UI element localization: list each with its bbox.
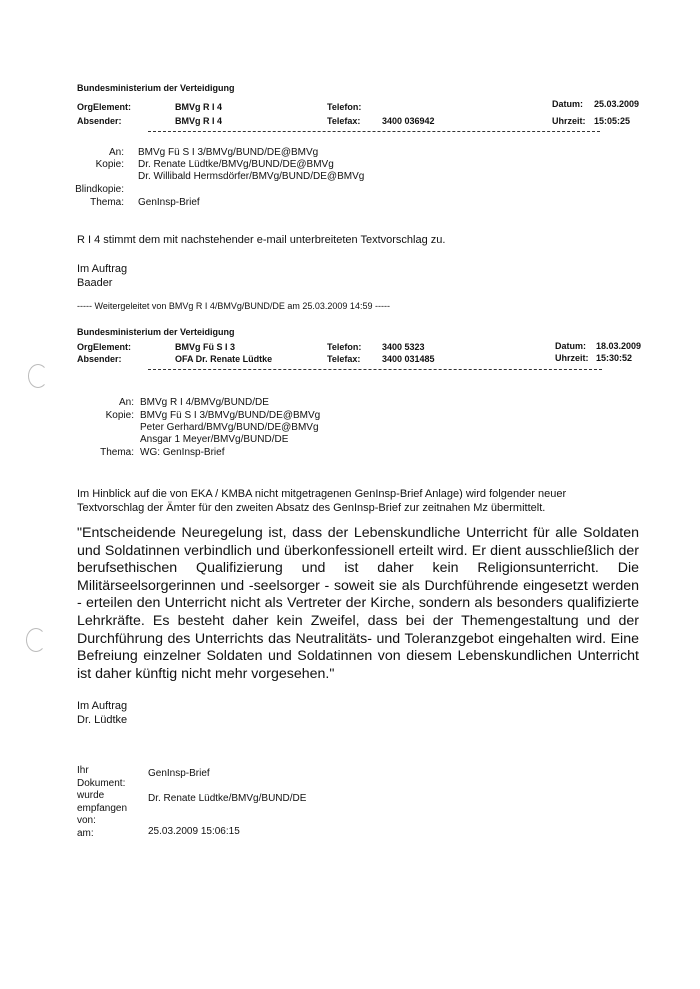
- fax-value-2: 3400 031485: [382, 354, 435, 364]
- cc-value-1: Dr. Renate Lüdtke/BMVg/BUND/DE@BMVg: [138, 159, 334, 170]
- receipt-label-line: von:: [77, 815, 96, 826]
- forwarded-note: ----- Weitergeleitet von BMVg R I 4/BMVg/BUND/DE am 25.03.2009 14:59 -----: [77, 301, 390, 311]
- quoted-paragraph: "Entscheidende Neuregelung ist, dass der Lebenskundliche Unterricht für alle Soldaten und Soldatinnen verbindlich und überkonfessionell erteilt wird. Er dient ausschließlich der berufsethischen Qualifizierung und ist daher kein Religionsunterricht. Die Militärseelsorgerinnen und -seelsorger - soweit sie als Durchführende eingesetzt werden - erteilen den Unterricht nicht als Vertreter der Kirche, sondern als besonders qualifizierte Lehrkräfte. Es besteht daher kein Zweifel, dass bei der Themengestaltung und der Durchführung des Unterrichts das Neutralitäts- und Toleranzgebot eingehalten wird. Eine Befreiung einzelner Soldaten und Soldatinnen von diesem Lebenskundlichen Unterricht ist daher künftig nicht mehr vorgesehen.": [77, 525, 639, 682]
- subject-label-2: Thema:: [100, 447, 134, 458]
- cc-value-2-2: Peter Gerhard/BMVg/BUND/DE@BMVg: [140, 422, 319, 433]
- to-label: An:: [108, 147, 124, 158]
- date-label: Datum:: [552, 99, 583, 109]
- sender-label: Absender:: [77, 116, 122, 126]
- date-value-2: 18.03.2009: [596, 341, 642, 351]
- to-value-2: BMVg R I 4/BMVg/BUND/DE: [140, 397, 269, 408]
- receipt-label-line: empfangen: [77, 802, 128, 814]
- ministry-heading-2: Bundesministerium der Verteidigung: [77, 327, 235, 337]
- to-value: BMVg Fü S I 3/BMVg/BUND/DE@BMVg: [138, 147, 319, 158]
- cc-value-2: Dr. Willibald Hermsdörfer/BMVg/BUND/DE@BMVg: [138, 171, 365, 182]
- fax-label-2: Telefax:: [327, 354, 361, 364]
- org-element-value: BMVg R I 4: [175, 102, 223, 112]
- sender-value: BMVg R I 4: [175, 116, 223, 126]
- header-divider-2: [148, 369, 602, 370]
- cc-label: Kopie:: [95, 159, 124, 170]
- sender-value-2: OFA Dr. Renate Lüdtke: [175, 354, 273, 364]
- signature-line-2: Baader: [77, 277, 113, 289]
- fax-value: 3400 036942: [382, 116, 435, 126]
- hole-punch-mark: [26, 628, 46, 652]
- receipt-label-line: wurde: [77, 790, 105, 801]
- phone-label-2: Telefon:: [327, 342, 362, 352]
- intro-line-2: Textvorschlag der Ämter für den zweiten Absatz des GenInsp-Brief zur zeitnahen Mz übermittelt.: [77, 502, 546, 514]
- cc-value-2-3: Ansgar 1 Meyer/BMVg/BUND/DE: [140, 434, 289, 445]
- org-element-label-2: OrgElement:: [77, 342, 132, 352]
- cc-label-2: Kopie:: [105, 410, 134, 421]
- time-label-2: Uhrzeit:: [555, 353, 589, 363]
- time-label: Uhrzeit:: [552, 116, 586, 126]
- date-label-2: Datum:: [555, 341, 586, 351]
- phone-value-2: 3400 5323: [382, 342, 425, 352]
- intro-line-1: Im Hinblick auf die von EKA / KMBA nicht mitgetragenen GenInsp-Brief Anlage) wird folgender neuer: [77, 488, 567, 500]
- receipt-label-line: am:: [77, 827, 94, 839]
- ministry-heading: Bundesministerium der Verteidigung: [77, 83, 235, 93]
- org-element-label: OrgElement:: [77, 102, 132, 112]
- hole-punch-mark: [28, 364, 48, 388]
- bcc-label: Blindkopie:: [75, 184, 124, 195]
- signature-line-1: Im Auftrag: [77, 263, 128, 275]
- message-body: R I 4 stimmt dem mit nachstehender e-mail unterbreiteten Textvorschlag zu.: [77, 234, 446, 246]
- receipt-from: Dr. Renate Lüdtke/BMVg/BUND/DE: [148, 793, 307, 804]
- sender-label-2: Absender:: [77, 354, 122, 364]
- time-value-2: 15:30:52: [596, 353, 633, 363]
- receipt-label: [77, 765, 127, 840]
- receipt-label-line: Ihr: [77, 765, 89, 776]
- date-value: 25.03.2009: [594, 99, 640, 109]
- fax-label: Telefax:: [327, 116, 361, 126]
- time-value: 15:05:25: [594, 116, 631, 126]
- subject-value-2: WG: GenInsp-Brief: [140, 447, 225, 458]
- receipt-date: 25.03.2009 15:06:15: [148, 826, 240, 837]
- header-divider: [148, 131, 600, 132]
- receipt-document: GenInsp-Brief: [148, 768, 210, 779]
- subject-value: GenInsp-Brief: [138, 197, 200, 208]
- subject-label: Thema:: [90, 197, 124, 208]
- to-label-2: An:: [118, 397, 134, 408]
- signature-2-line-1: Im Auftrag: [77, 700, 128, 712]
- receipt-label-line: Dokument:: [77, 777, 126, 789]
- signature-2-line-2: Dr. Lüdtke: [77, 714, 128, 726]
- phone-label: Telefon:: [327, 102, 362, 112]
- cc-value-2-1: BMVg Fü S I 3/BMVg/BUND/DE@BMVg: [140, 410, 321, 421]
- org-element-value-2: BMVg Fü S I 3: [175, 342, 236, 352]
